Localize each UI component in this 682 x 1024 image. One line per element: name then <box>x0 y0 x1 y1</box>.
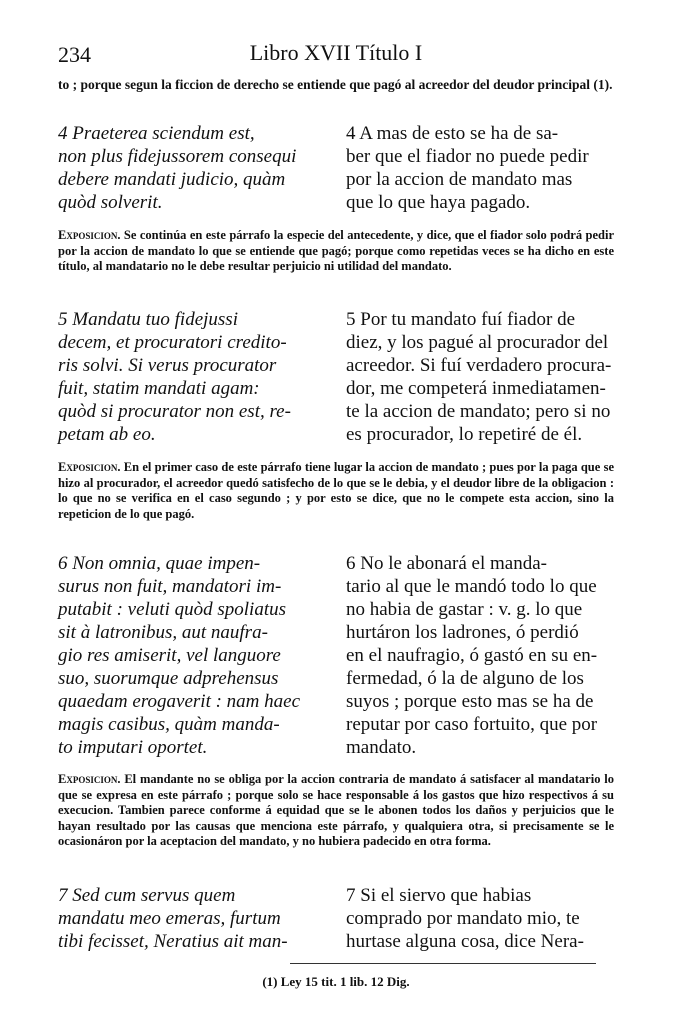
latin-line: quòd si procurator non est, re- <box>58 401 291 422</box>
spanish-line: fermedad, ó la de alguno de los <box>346 668 584 689</box>
spanish-line: te la accion de mandato; pero si no <box>346 401 611 422</box>
latin-line: sit à latronibus, aut naufra- <box>58 622 268 643</box>
latin-line: 5 Mandatu tuo fidejussi <box>58 309 238 330</box>
spanish-text <box>346 122 614 214</box>
spanish-line: comprado por mandato mio, te <box>346 908 580 929</box>
exposition-text: En el primer caso de este párrafo tiene lugar la accion de mandato ; pues por la paga que se hizo al procurador, el acreedor quedó satisfecho de lo que se le debia, y el deudor libre de la obligacion : lo que no se verifica en el caso segundo ; y por esto se dice, que no le compete esta accion, sino la repeticion de lo que pagó. <box>58 460 615 521</box>
spanish-line: 6 No le abonará el manda- <box>346 553 547 574</box>
exposition-1 <box>58 228 614 275</box>
spanish-line: tario al que le mandó todo lo que <box>346 576 597 597</box>
latin-line: to imputari oportet. <box>58 737 208 758</box>
latin-line: 4 Praeterea sciendum est, <box>58 123 255 144</box>
exposition-2 <box>58 460 614 522</box>
spanish-text <box>346 552 614 759</box>
spanish-line: no habia de gastar : v. g. lo que <box>346 599 583 620</box>
latin-text <box>58 884 328 953</box>
latin-line: non plus fidejussorem consequi <box>58 146 297 167</box>
spanish-line: en el naufragio, ó gastó en su en- <box>346 645 598 666</box>
spanish-line: hurtáron los ladrones, ó perdió <box>346 622 579 643</box>
latin-line: mandatu meo emeras, furtum <box>58 908 281 929</box>
latin-line: quaedam erogaverit : nam haec <box>58 691 301 712</box>
exposition-label: Exposicion. <box>58 460 121 474</box>
page-number: 234 <box>58 42 91 67</box>
latin-line: gio res amiserit, vel languore <box>58 645 281 666</box>
latin-line: ris solvi. Si verus procurator <box>58 355 277 376</box>
spanish-line: que lo que haya pagado. <box>346 192 531 213</box>
latin-text <box>58 122 328 214</box>
spanish-line: ber que el fiador no puede pedir <box>346 146 589 167</box>
latin-line: decem, et procuratori credito- <box>58 332 287 353</box>
spanish-line: 7 Si el siervo que habias <box>346 885 532 906</box>
spanish-text <box>346 308 614 446</box>
footnote-rule <box>290 963 596 964</box>
continuation-text: to ; porque segun la ficcion de derecho se entiende que pagó al acreedor del deudor principal (1). <box>58 77 613 92</box>
spanish-line: diez, y los pagué al procurador del <box>346 332 609 353</box>
latin-line: 6 Non omnia, quae impen- <box>58 553 261 574</box>
spanish-line: acreedor. Si fuí verdadero procura- <box>346 355 612 376</box>
spanish-text <box>346 884 614 953</box>
spanish-line: hurtase alguna cosa, dice Nera- <box>346 931 584 952</box>
spanish-line: mandato. <box>346 737 417 758</box>
latin-text <box>58 552 328 759</box>
running-title: Libro XVII Título I <box>249 40 423 65</box>
spanish-line: 5 Por tu mandato fuí fiador de <box>346 309 576 330</box>
spanish-line: por la accion de mandato mas <box>346 169 573 190</box>
exposition-label: Exposicion. <box>58 228 121 242</box>
latin-line: putabit : veluti quòd spoliatus <box>58 599 286 620</box>
latin-line: magis casibus, quàm manda- <box>58 714 280 735</box>
latin-line: tibi fecisset, Neratius ait man- <box>58 931 288 952</box>
exposition-text: Se continúa en este párrafo la especie del antecedente, y dice, que el fiador solo podrá pedir por la accion de mandato lo que se entiende que pagó; porque como repetidas veces se ha dicho en este título, al mandatario no le debe resultar perjuicio ni utilidad del mandato. <box>58 228 615 273</box>
latin-line: suo, suorumque adprehensus <box>58 668 279 689</box>
spanish-line: dor, me competerá inmediatamen- <box>346 378 606 399</box>
latin-line: petam ab eo. <box>58 424 156 445</box>
spanish-line: reputar por caso fortuito, que por <box>346 714 598 735</box>
exposition-3 <box>58 772 614 850</box>
latin-line: quòd solverit. <box>58 192 163 213</box>
footnote: (1) Ley 15 tit. 1 lib. 12 Dig. <box>262 974 410 989</box>
exposition-label: Exposicion. <box>58 772 121 786</box>
spanish-line: 4 A mas de esto se ha de sa- <box>346 123 559 144</box>
spanish-line: suyos ; porque esto mas se ha de <box>346 691 594 712</box>
exposition-text: El mandante no se obliga por la accion contraria de mandato á satisfacer al mandatario lo que se expresa en este párrafo ; porque solo se hace responsable á los gastos que hizo respectivos á su execucion. Tambien parece conforme á equidad que se le abonen todos los daños y perjuicios que le hayan resultado por las causas que menciona este párrafo, y qualquiera otra, si precisamente se le ocasionáron por la aceptacion del mandato, y no hubiera padecido en otra forma. <box>58 772 615 848</box>
page-header <box>58 38 614 68</box>
latin-line: surus non fuit, mandatori im- <box>58 576 282 597</box>
spanish-line: es procurador, lo repetiré de él. <box>346 424 583 445</box>
latin-line: 7 Sed cum servus quem <box>58 885 236 906</box>
latin-text <box>58 308 328 446</box>
latin-line: debere mandati judicio, quàm <box>58 169 286 190</box>
latin-line: fuit, statim mandati agam: <box>58 378 260 399</box>
